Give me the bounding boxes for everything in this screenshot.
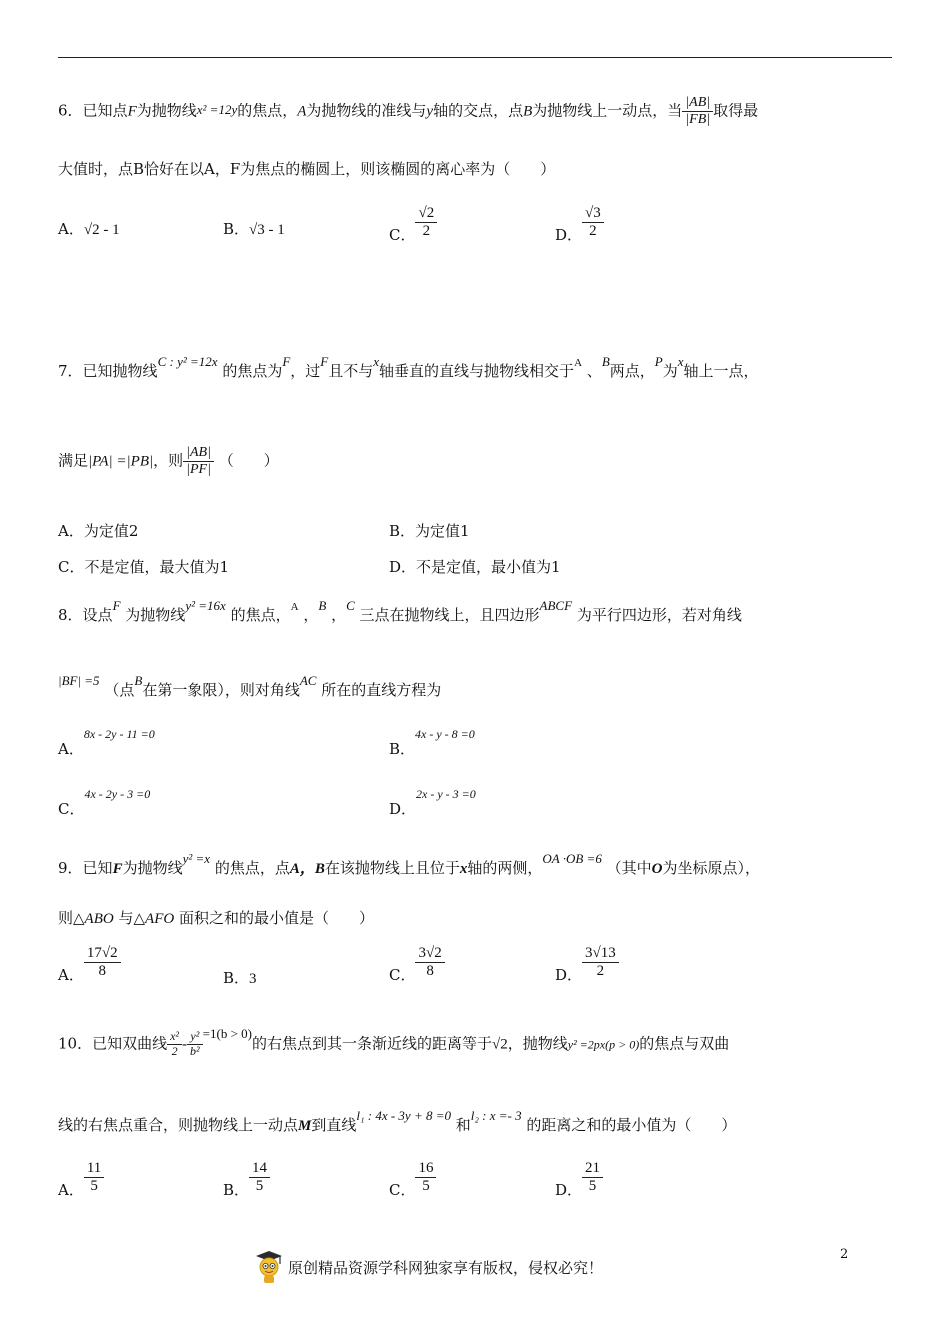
q6-ratio: $\frac{|AB|}{|FB|}$: [682, 95, 713, 128]
q6-line2: 大值时，点B恰好在以A，F为焦点的椭圆上，则该椭圆的离心率为（ ）: [58, 160, 556, 178]
q8-line1: 8．设点F 为抛物线y² =16x 的焦点，$^A$ ，B ，C 三点在抛物线上，且四边形ABCF 为平行四边形，若对角线: [58, 598, 742, 624]
q10-line2: 线的右焦点重合，则抛物线上一动点M到直线l₁ : 4x - 3y + 8 =0 和l₂ : x =- 3 的距离之和的最小值为（ ）: [58, 1108, 737, 1134]
q9-option-c[interactable]: C． $\frac{3√2}{8}$: [389, 945, 445, 981]
q6-option-a[interactable]: A．√2 - 1: [58, 220, 120, 238]
q7-line1: 7．已知抛物线C : y² =12x 的焦点为F，过F且不与x轴垂直的直线与抛物线相交于$^A$ 、B两点，P为x轴上一点，: [58, 354, 759, 380]
q10-line-l1: l₁ : 4x - 3y + 8 =0: [356, 1108, 451, 1123]
q10-option-d[interactable]: D． $\frac{21}{5}$: [555, 1160, 603, 1196]
q8-option-b[interactable]: B．4x - y - 8 =0: [389, 727, 475, 758]
q7-condition: |PA| =|PB|: [88, 453, 154, 470]
q10-hyp-y: $\frac{\text{y²}}{\text{b²}}$: [187, 1030, 203, 1059]
mascot-logo-icon: [254, 1250, 284, 1288]
q10-line1: 10．已知双曲线 $\frac{\text{x²}}{2}$ - $\frac{\text{y²}}{\text{b²}}$ =1(b > 0)的右焦点到其一条渐近线的距离等于√2，抛物线y² =2px(p > 0)的焦点与双曲: [58, 1026, 730, 1058]
q9-dot-product: OA ·OB =6: [542, 851, 602, 866]
q10-option-b[interactable]: B． $\frac{14}{5}$: [223, 1160, 270, 1196]
q7-option-a[interactable]: A．为定值2: [58, 522, 139, 540]
q7-ratio: $\frac{|AB|}{|PF|}$: [183, 445, 214, 478]
q7-line2: 满足|PA| =|PB|，则 $\frac{|AB|}{|PF|}$ （ ）: [58, 445, 279, 478]
q7-option-d[interactable]: D．不是定值，最小值为1: [389, 558, 561, 576]
page-number: 2: [840, 1247, 849, 1262]
q10-option-c[interactable]: C． $\frac{16}{5}$: [389, 1160, 436, 1196]
q8-condition: |BF| =5: [58, 673, 100, 688]
q6-option-c[interactable]: C． $\frac{√2}{2}$: [389, 205, 437, 241]
q8-number: 8．: [58, 606, 83, 624]
q10-option-a[interactable]: A． $\frac{11}{5}$: [58, 1160, 104, 1196]
q7-number: 7．: [58, 362, 83, 380]
q6-option-b[interactable]: B．√3 - 1: [223, 220, 285, 238]
q9-line1: 9．已知F为抛物线y² =x 的焦点，点A，B在该抛物线上且位于x轴的两侧，OA ·OB =6 （其中O为坐标原点），: [58, 851, 761, 877]
footer: [254, 1250, 603, 1288]
q10-line-l2: l₂ : x =- 3: [470, 1108, 522, 1123]
q8-option-c[interactable]: C．4x - 2y - 3 =0: [58, 787, 151, 818]
q9-option-d[interactable]: D． $\frac{3√13}{2}$: [555, 945, 619, 981]
q7-option-c[interactable]: C．不是定值，最大值为1: [58, 558, 230, 576]
q6-line1: 6．已知点F为抛物线x² =12y的焦点，A为抛物线的准线与y轴的交点，点B为抛物线上一动点，当 $\frac{|AB|}{|FB|}$ 取得最: [58, 95, 759, 128]
q9-number: 9．: [58, 859, 83, 877]
q8-parabola: y² =16x: [185, 598, 226, 613]
q9-option-b[interactable]: B．3: [223, 969, 257, 987]
header-rule: [58, 57, 892, 58]
q8-option-a[interactable]: A．8x - 2y - 11 =0: [58, 727, 155, 758]
q8-option-d[interactable]: D．2x - y - 3 =0: [389, 787, 476, 818]
q6-number: 6．: [58, 101, 83, 120]
q7-curve: C : y² =12x: [157, 354, 218, 369]
q9-parabola: y² =x: [182, 851, 211, 866]
footer-text: 原创精品资源学科网独家享有版权，侵权必究！: [288, 1259, 604, 1277]
q6-option-d[interactable]: D． $\frac{√3}{2}$: [555, 205, 604, 241]
q10-number: 10．: [58, 1034, 93, 1053]
q8-line2: |BF| =5 （点B在第一象限），则对角线AC 所在的直线方程为: [58, 673, 442, 699]
q10-hyp-x: $\frac{\text{x²}}{2}$: [167, 1030, 182, 1059]
q9-option-a[interactable]: A． $\frac{17√2}{8}$: [58, 945, 121, 981]
q6-parabola: x² =12y: [196, 101, 238, 117]
q10-parabola: y² =2px(p > 0): [567, 1037, 640, 1052]
q9-line2: 则△ABO 与△AFO 面积之和的最小值是（ ）: [58, 909, 375, 927]
q7-option-b[interactable]: B．为定值1: [389, 522, 470, 540]
